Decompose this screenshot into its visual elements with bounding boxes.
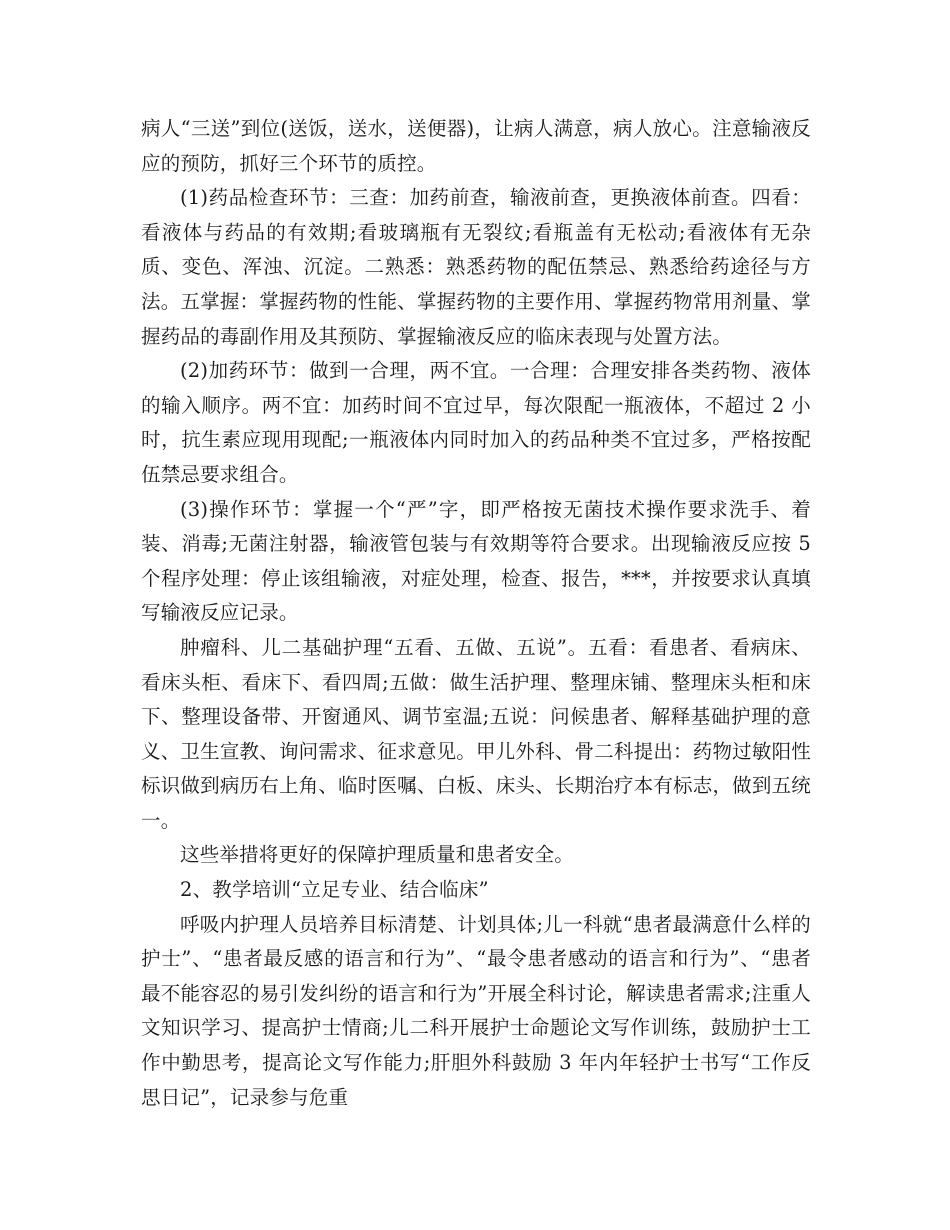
- paragraph-basic-care: 肿瘤科、儿二基础护理“五看、五做、五说”。五看：看患者、看病床、看床头柜、看床下、看四周;五做：做生活护理、整理床铺、整理床头柜和床下、整理设备带、开窗通风、调节室温;五说：问候患者、解释基础护理的意义、卫生宣教、询问需求、征求意见。甲儿外科、骨二科提出：药物过敏阳性标识做到病历右上角、临时医嘱、白板、床头、长期治疗本有标志，做到五统一。: [141, 635, 811, 832]
- paragraph-safety-summary: 这些举措将更好的保障护理质量和患者安全。: [180, 843, 575, 867]
- document-body: [141, 112, 811, 1115]
- paragraph-training: 呼吸内护理人员培养目标清楚、计划具体;儿一科就“患者最满意什么样的护士”、“患者最反感的语言和行为”、“最令患者感动的语言和行为”、“患者最不能容忍的易引发纠纷的语言和行为”开展全科讨论，解读患者需求;注重人文知识学习、提高护士情商;儿二科开展护士命题论文写作训练，鼓励护士工作中勤思考，提高论文写作能力;肝胆外科鼓励 3 年内年轻护士书写“工作反思日记”，记录参与危重: [141, 912, 811, 1109]
- paragraph-infusion-intro: 病人“三送”到位(送饭，送水，送便器)，让病人满意，病人放心。注意输液反应的预防，抓好三个环节的质控。: [141, 117, 811, 175]
- paragraph-drug-adding: (2)加药环节：做到一合理，两不宜。一合理：合理安排各类药物、液体的输入顺序。两不宜：加药时间不宜过早，每次限配一瓶液体，不超过 2 小时，抗生素应现用现配;一瓶液体内同时加入的药品种类不宜过多，严格按配伍禁忌要求组合。: [141, 359, 811, 486]
- paragraph-operation: (3)操作环节：掌握一个“严”字，即严格按无菌技术操作要求洗手、着装、消毒;无菌注射器，输液管包装与有效期等符合要求。出现输液反应按 5 个程序处理：停止该组输液，对症处理，检查、报告，***，并按要求认真填写输液反应记录。: [141, 497, 811, 625]
- paragraph-drug-inspection: (1)药品检查环节：三查：加药前查，输液前查，更换液体前查。四看：看液体与药品的有效期;看玻璃瓶有无裂纹;看瓶盖有无松动;看液体有无杂质、变色、浑浊、沉淀。二熟悉：熟悉药物的配伍禁忌、熟悉给药途径与方法。五掌握：掌握药物的性能、掌握药物的主要作用、掌握药物常用剂量、掌握药品的毒副作用及其预防、掌握输液反应的临床表现与处置方法。: [141, 186, 811, 348]
- section-heading-teaching: 2、教学培训“立足专业、结合临床”: [180, 878, 489, 902]
